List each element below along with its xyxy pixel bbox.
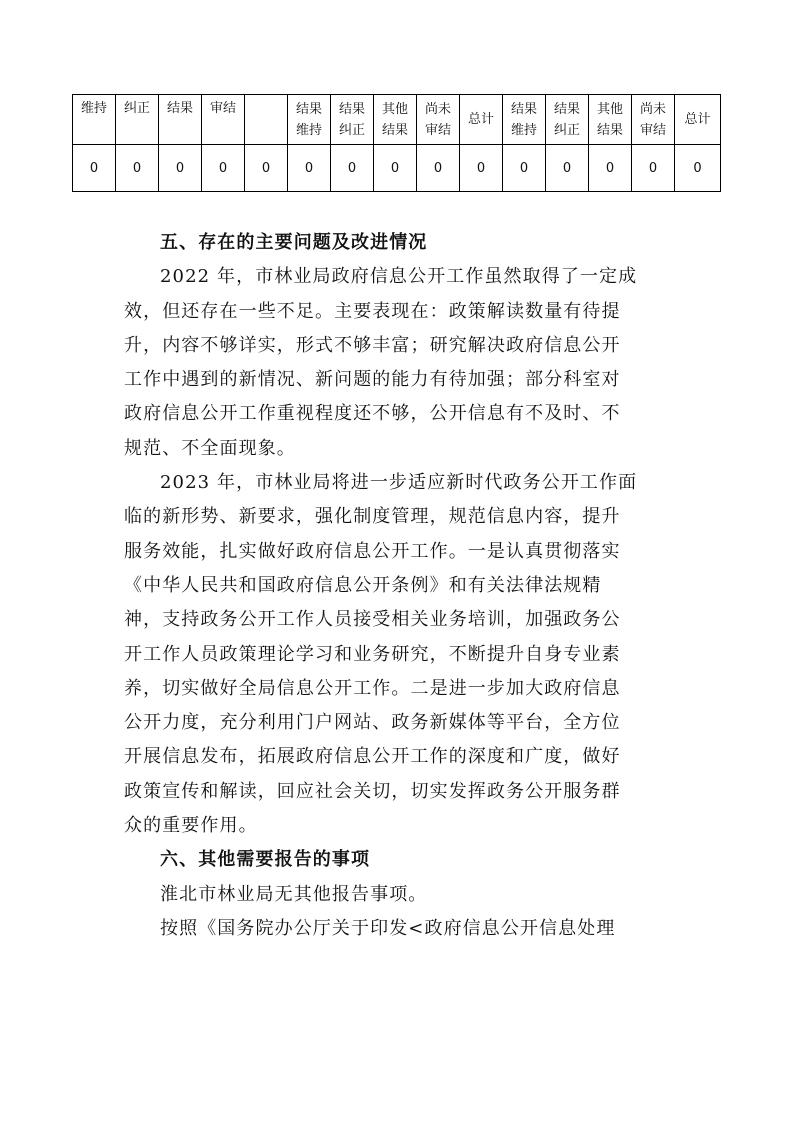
table-header-cell: 总计 <box>675 95 721 145</box>
table-value-cell: 0 <box>73 145 116 192</box>
text-line: 公开力度，充分利用门户网站、政务新媒体等平台，全方位 <box>124 712 621 734</box>
text-line: 2022 年，市林业局政府信息公开工作虽然取得了一定成 <box>160 266 638 288</box>
table-values-row <box>73 145 721 192</box>
text-line: 开展信息发布，拓展政府信息公开工作的深度和广度，做好 <box>124 746 621 768</box>
table-value-cell: 0 <box>202 145 245 192</box>
table-header-cell <box>245 95 288 145</box>
statistics-table <box>72 94 721 192</box>
section-6-paragraph-2: 按照《国务院办公厅关于印发<政府信息公开信息处理 <box>160 917 616 939</box>
text-line: 政策宣传和解读，回应社会关切，切实发挥政务公开服务群 <box>124 780 621 802</box>
table-value-cell: 0 <box>632 145 675 192</box>
table-header-row <box>73 95 721 145</box>
text-line: 《中华人民共和国政府信息公开条例》和有关法律法规精 <box>124 574 602 596</box>
table-value-cell: 0 <box>417 145 460 192</box>
section-6-paragraph-1: 淮北市林业局无其他报告事项。 <box>160 883 428 905</box>
table-value-cell: 0 <box>546 145 589 192</box>
table-header-cell: 其他 结果 <box>589 95 632 145</box>
body-text <box>124 226 679 946</box>
table-header-cell: 尚未 审结 <box>417 95 460 145</box>
table-value-cell: 0 <box>374 145 417 192</box>
text-line: 服务效能，扎实做好政府信息公开工作。一是认真贯彻落实 <box>124 540 621 562</box>
table-value-cell: 0 <box>331 145 374 192</box>
text-line: 养，切实做好全局信息公开工作。二是进一步加大政府信息 <box>124 677 621 699</box>
table-header-cell: 纠正 <box>116 95 159 145</box>
text-line: 2023 年，市林业局将进一步适应新时代政务公开工作面 <box>160 472 638 494</box>
table-value-cell: 0 <box>288 145 331 192</box>
table-value-cell: 0 <box>675 145 721 192</box>
section-5-paragraph-1 <box>124 260 679 466</box>
table-header-cell: 维持 <box>73 95 116 145</box>
text-line: 效，但还存在一些不足。主要表现在：政策解读数量有待提 <box>124 300 621 322</box>
table-value-cell: 0 <box>245 145 288 192</box>
table-header-cell: 尚未 审结 <box>632 95 675 145</box>
table-header-cell: 总计 <box>460 95 503 145</box>
table-value-cell: 0 <box>589 145 632 192</box>
table-value-cell: 0 <box>116 145 159 192</box>
section-5-paragraph-2 <box>124 466 679 843</box>
table-header-cell: 其他 结果 <box>374 95 417 145</box>
section-5-heading: 五、存在的主要问题及改进情况 <box>160 232 428 253</box>
text-line: 开工作人员政策理论学习和业务研究，不断提升自身专业素 <box>124 643 621 665</box>
text-line: 众的重要作用。 <box>124 815 258 837</box>
text-line: 政府信息公开工作重视程度还不够，公开信息有不及时、不 <box>124 403 621 425</box>
text-line: 工作中遇到的新情况、新问题的能力有待加强；部分科室对 <box>124 369 621 391</box>
table-header-cell: 结果 纠正 <box>331 95 374 145</box>
table-value-cell: 0 <box>159 145 202 192</box>
section-6-heading: 六、其他需要报告的事项 <box>160 849 371 871</box>
text-line: 升，内容不够详实，形式不够丰富；研究解决政府信息公开 <box>124 334 621 356</box>
text-line: 规范、不全面现象。 <box>124 437 296 459</box>
text-line: 神，支持政务公开工作人员接受相关业务培训，加强政务公 <box>124 609 621 631</box>
table-value-cell: 0 <box>503 145 546 192</box>
table-header-cell: 结果 维持 <box>288 95 331 145</box>
table-value-cell: 0 <box>460 145 503 192</box>
table-header-cell: 结果 纠正 <box>546 95 589 145</box>
table-header-cell: 审结 <box>202 95 245 145</box>
table-header-cell: 结果 <box>159 95 202 145</box>
table-header-cell: 结果 维持 <box>503 95 546 145</box>
text-line: 临的新形势、新要求，强化制度管理，规范信息内容，提升 <box>124 506 621 528</box>
